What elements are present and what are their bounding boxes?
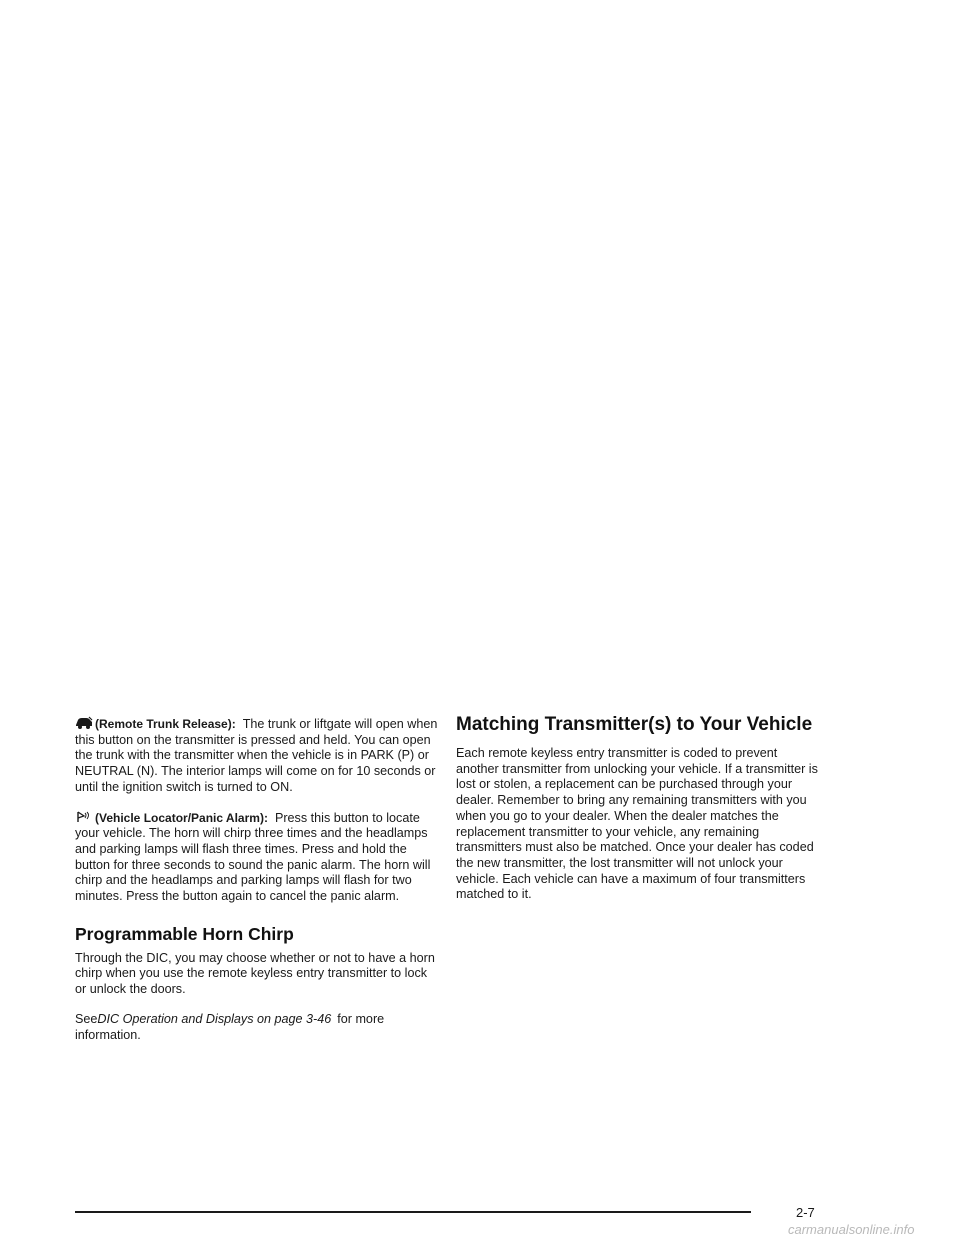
matching-transmitters-paragraph: Each remote keyless entry transmitter is coded to prevent another transmitter from unlocking your vehicle. If a transmitter is lost or stolen, a replacement can be purchased through your dealer. Remember to bring any remaining transmitters with you when you go to your dealer. When the dealer matches the replacement transmitter to your vehicle, any remaining transmitters must also be matched. Once your dealer has coded the new transmitter, the lost transmitter will not unlock your vehicle. Each vehicle can have a maximum of four transmitters matched to it. xyxy=(456,746,818,902)
horn-chirp-paragraph: Through the DIC, you may choose whether or not to have a horn chirp when you use the remote keyless entry transmitter to lock or unlock the doors. xyxy=(75,950,435,997)
right-column xyxy=(456,713,820,903)
trunk-release-paragraph xyxy=(75,716,441,796)
trunk-release-label: (Remote Trunk Release): xyxy=(95,717,236,731)
trunk-release-text: The trunk or liftgate will open when this button on the transmitter is pressed and held. You can open the trunk with the transmitter when the vehicle is in PARK (P) or NEUTRAL (N). The interior lamps will come on for 10 seconds or until the ignition switch is turned to ON. xyxy=(75,717,438,794)
left-column xyxy=(75,716,441,1043)
dic-reference-paragraph xyxy=(75,1012,441,1043)
vehicle-locator-label: (Vehicle Locator/Panic Alarm): xyxy=(95,810,268,825)
dic-reference-link[interactable]: DIC Operation and Displays on page 3-46 xyxy=(97,1011,332,1026)
horn-signal-icon xyxy=(75,810,93,824)
car-trunk-icon xyxy=(75,716,93,730)
watermark: carmanualsonline.info xyxy=(788,1222,915,1237)
footer-rule xyxy=(75,1211,751,1213)
matching-transmitters-heading: Matching Transmitter(s) to Your Vehicle xyxy=(456,714,813,735)
page-number: 2-7 xyxy=(796,1205,815,1220)
see-text: See xyxy=(75,1011,98,1026)
horn-chirp-heading: Programmable Horn Chirp xyxy=(75,923,294,944)
vehicle-locator-text: Press this button to locate your vehicle. The horn will chirp three times and the headlamps and parking lamps will flash three times. Press and hold the button for three seconds to sound the panic alarm. The horn will chirp and the headlamps and parking lamps will flash for two minutes. Press the button again to cancel the panic alarm. xyxy=(75,810,431,904)
vehicle-locator-paragraph xyxy=(75,810,441,905)
reference-after-text: for more information. xyxy=(75,1011,385,1042)
